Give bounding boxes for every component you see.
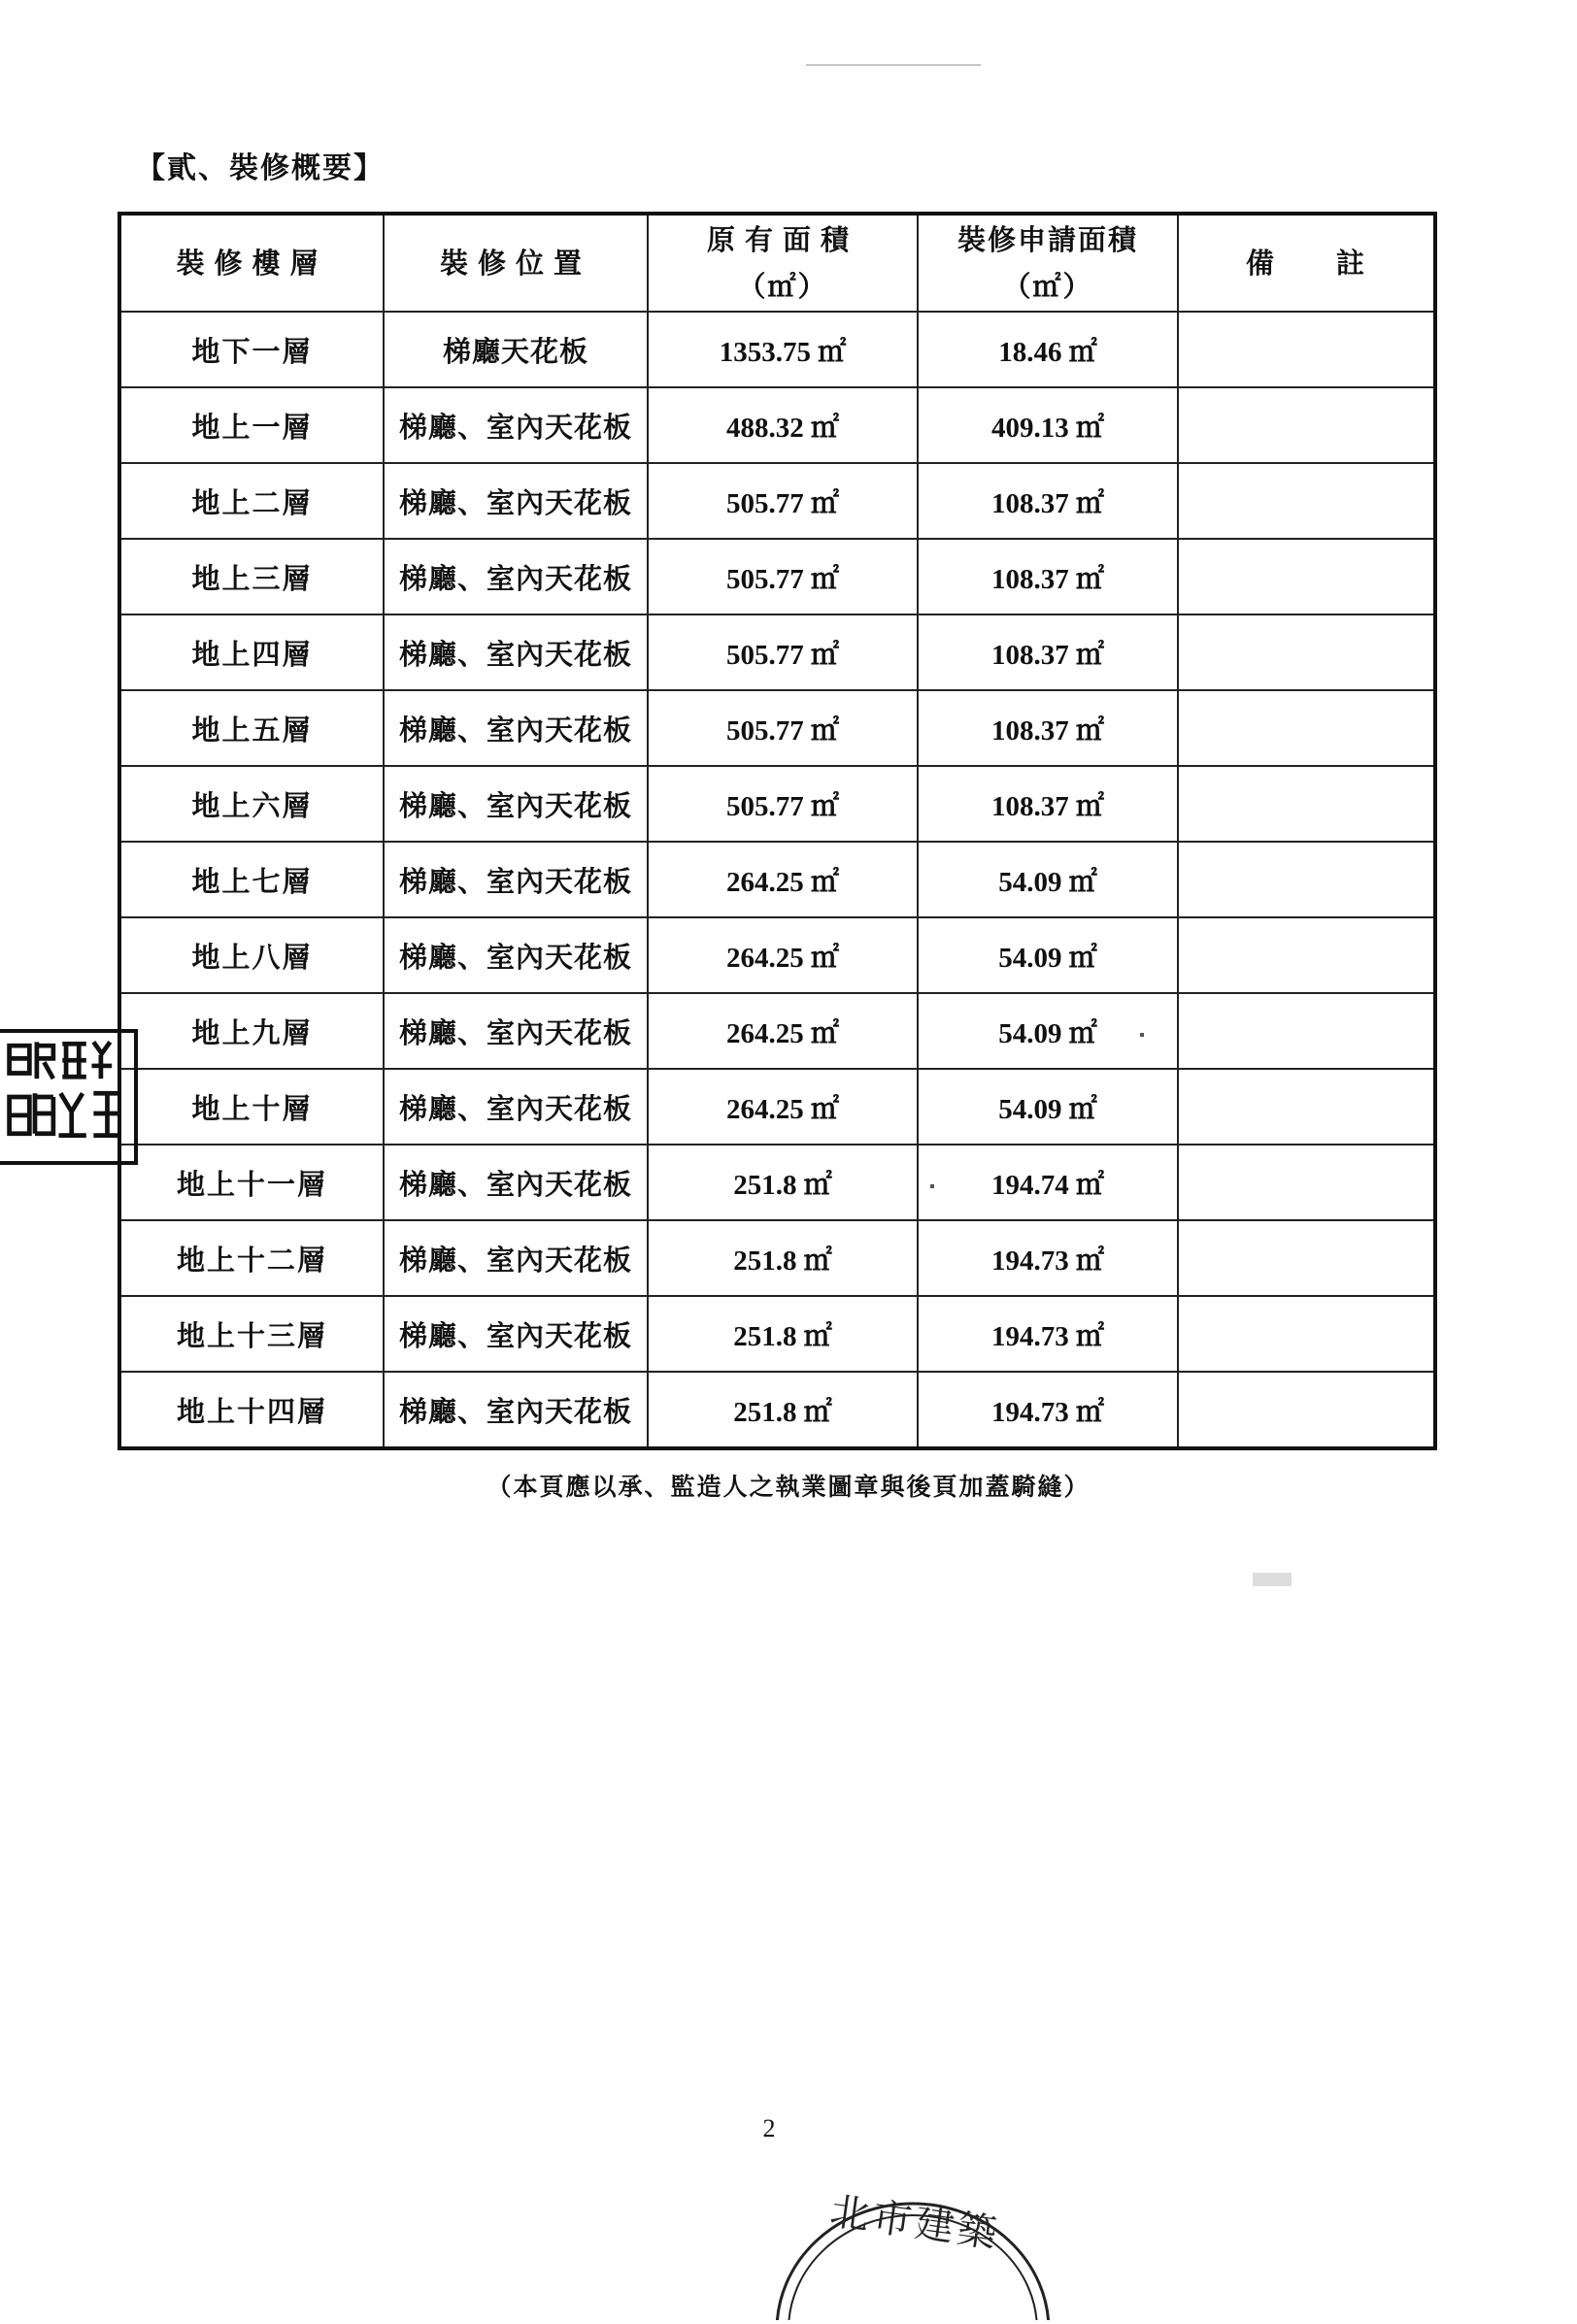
position-cell: 梯廳、室內天花板 (384, 766, 648, 842)
remarks-cell (1178, 387, 1435, 463)
header-original-area (648, 214, 918, 312)
position-cell: 梯廳、室內天花板 (384, 1220, 648, 1296)
position-cell: 梯廳、室內天花板 (384, 1145, 648, 1220)
original-area-cell: 264.25 ㎡ (648, 917, 918, 993)
floor-cell: 地上四層 (119, 614, 384, 690)
header-position: 裝修位置 (384, 214, 648, 312)
original-area-cell: 505.77 ㎡ (648, 690, 918, 766)
table-row (119, 842, 1435, 917)
applied-area-cell: 54.09 ㎡ (918, 917, 1178, 993)
applied-area-cell: 194.73 ㎡ (918, 1372, 1178, 1448)
position-cell: 梯廳、室內天花板 (384, 1372, 648, 1448)
table-header-row (119, 214, 1435, 312)
applied-area-cell: 409.13 ㎡ (918, 387, 1178, 463)
remarks-cell (1178, 842, 1435, 917)
original-area-cell: 264.25 ㎡ (648, 842, 918, 917)
floor-cell: 地上八層 (119, 917, 384, 993)
header-original-area-label: 原有面積 (706, 223, 858, 256)
applied-area-cell: 194.73 ㎡ (918, 1220, 1178, 1296)
scan-noise (1140, 1033, 1144, 1037)
position-cell: 梯廳、室內天花板 (384, 539, 648, 614)
original-area-cell: 505.77 ㎡ (648, 614, 918, 690)
original-area-cell: 505.77 ㎡ (648, 463, 918, 539)
position-cell: 梯廳、室內天花板 (384, 1069, 648, 1145)
applied-area-cell: 18.46 ㎡ (918, 312, 1178, 387)
original-area-cell: 251.8 ㎡ (648, 1145, 918, 1220)
applied-area-cell: 54.09 ㎡ (918, 842, 1178, 917)
original-area-cell: 505.77 ㎡ (648, 539, 918, 614)
header-remarks: 備 註 (1178, 214, 1435, 312)
remarks-cell (1178, 614, 1435, 690)
position-cell: 梯廳天花板 (384, 312, 648, 387)
floor-cell: 地上十二層 (119, 1220, 384, 1296)
applied-area-cell: 108.37 ㎡ (918, 539, 1178, 614)
remarks-cell (1178, 917, 1435, 993)
original-area-cell: 251.8 ㎡ (648, 1372, 918, 1448)
position-cell: 梯廳、室內天花板 (384, 690, 648, 766)
header-applied-area (918, 214, 1178, 312)
floor-cell: 地上七層 (119, 842, 384, 917)
floor-cell: 地上二層 (119, 463, 384, 539)
table-row (119, 539, 1435, 614)
page-number: 2 (762, 2114, 776, 2142)
original-area-cell: 505.77 ㎡ (648, 766, 918, 842)
applied-area-cell: 108.37 ㎡ (918, 463, 1178, 539)
table-row (119, 312, 1435, 387)
remarks-cell (1178, 463, 1435, 539)
table-row (119, 993, 1435, 1069)
remarks-cell (1178, 1220, 1435, 1296)
original-area-cell: 264.25 ㎡ (648, 1069, 918, 1145)
round-seal-text: 北市建築 (827, 2188, 1003, 2257)
table-row (119, 387, 1435, 463)
floor-cell: 地上十一層 (119, 1145, 384, 1220)
table-row (119, 614, 1435, 690)
remarks-cell (1178, 1372, 1435, 1448)
table-row (119, 1372, 1435, 1448)
original-area-cell: 251.8 ㎡ (648, 1220, 918, 1296)
table-row (119, 1145, 1435, 1220)
remarks-cell (1178, 993, 1435, 1069)
table-body (119, 312, 1435, 1448)
floor-cell: 地上九層 (119, 993, 384, 1069)
remarks-cell (1178, 766, 1435, 842)
applied-area-cell: 194.73 ㎡ (918, 1296, 1178, 1372)
table-row (119, 690, 1435, 766)
remarks-cell (1178, 1069, 1435, 1145)
applied-area-cell: 194.74 ㎡ (918, 1145, 1178, 1220)
remarks-cell (1178, 690, 1435, 766)
applied-area-cell: 54.09 ㎡ (918, 993, 1178, 1069)
remarks-cell (1178, 539, 1435, 614)
floor-cell: 地上六層 (119, 766, 384, 842)
table-row (119, 1069, 1435, 1145)
floor-cell: 地上一層 (119, 387, 384, 463)
original-area-cell: 251.8 ㎡ (648, 1296, 918, 1372)
position-cell: 梯廳、室內天花板 (384, 463, 648, 539)
original-area-cell: 264.25 ㎡ (648, 993, 918, 1069)
scan-noise (930, 1184, 934, 1188)
position-cell: 梯廳、室內天花板 (384, 993, 648, 1069)
renovation-summary-table (117, 212, 1437, 1450)
floor-cell: 地上十四層 (119, 1372, 384, 1448)
floor-cell: 地上十三層 (119, 1296, 384, 1372)
position-cell: 梯廳、室內天花板 (384, 387, 648, 463)
header-floor: 裝修樓層 (119, 214, 384, 312)
header-applied-area-label: 裝修申請面積 (956, 223, 1138, 256)
remarks-cell (1178, 1145, 1435, 1220)
floor-cell: 地下一層 (119, 312, 384, 387)
table-row (119, 766, 1435, 842)
original-area-cell: 1353.75 ㎡ (648, 312, 918, 387)
remarks-cell (1178, 312, 1435, 387)
applied-area-cell: 54.09 ㎡ (918, 1069, 1178, 1145)
position-cell: 梯廳、室內天花板 (384, 614, 648, 690)
floor-cell: 地上三層 (119, 539, 384, 614)
table-row (119, 917, 1435, 993)
section-title: 【貳、裝修概要】 (136, 151, 385, 185)
table-row (119, 1296, 1435, 1372)
footnote: （本頁應以承、監造人之執業圖章與後頁加蓋騎縫） (487, 1473, 1090, 1501)
seal-glyphs-icon (0, 1033, 134, 1161)
table-row (119, 1220, 1435, 1296)
applied-area-cell: 108.37 ㎡ (918, 690, 1178, 766)
remarks-cell (1178, 1296, 1435, 1372)
scan-noise (1253, 1573, 1292, 1586)
stamp-seal-icon (0, 1029, 138, 1165)
header-original-area-unit: （㎡） (737, 270, 828, 303)
position-cell: 梯廳、室內天花板 (384, 842, 648, 917)
scan-noise (806, 64, 981, 66)
floor-cell: 地上十層 (119, 1069, 384, 1145)
position-cell: 梯廳、室內天花板 (384, 917, 648, 993)
position-cell: 梯廳、室內天花板 (384, 1296, 648, 1372)
floor-cell: 地上五層 (119, 690, 384, 766)
applied-area-cell: 108.37 ㎡ (918, 614, 1178, 690)
applied-area-cell: 108.37 ㎡ (918, 766, 1178, 842)
header-applied-area-unit: （㎡） (1002, 270, 1093, 303)
original-area-cell: 488.32 ㎡ (648, 387, 918, 463)
table-row (119, 463, 1435, 539)
